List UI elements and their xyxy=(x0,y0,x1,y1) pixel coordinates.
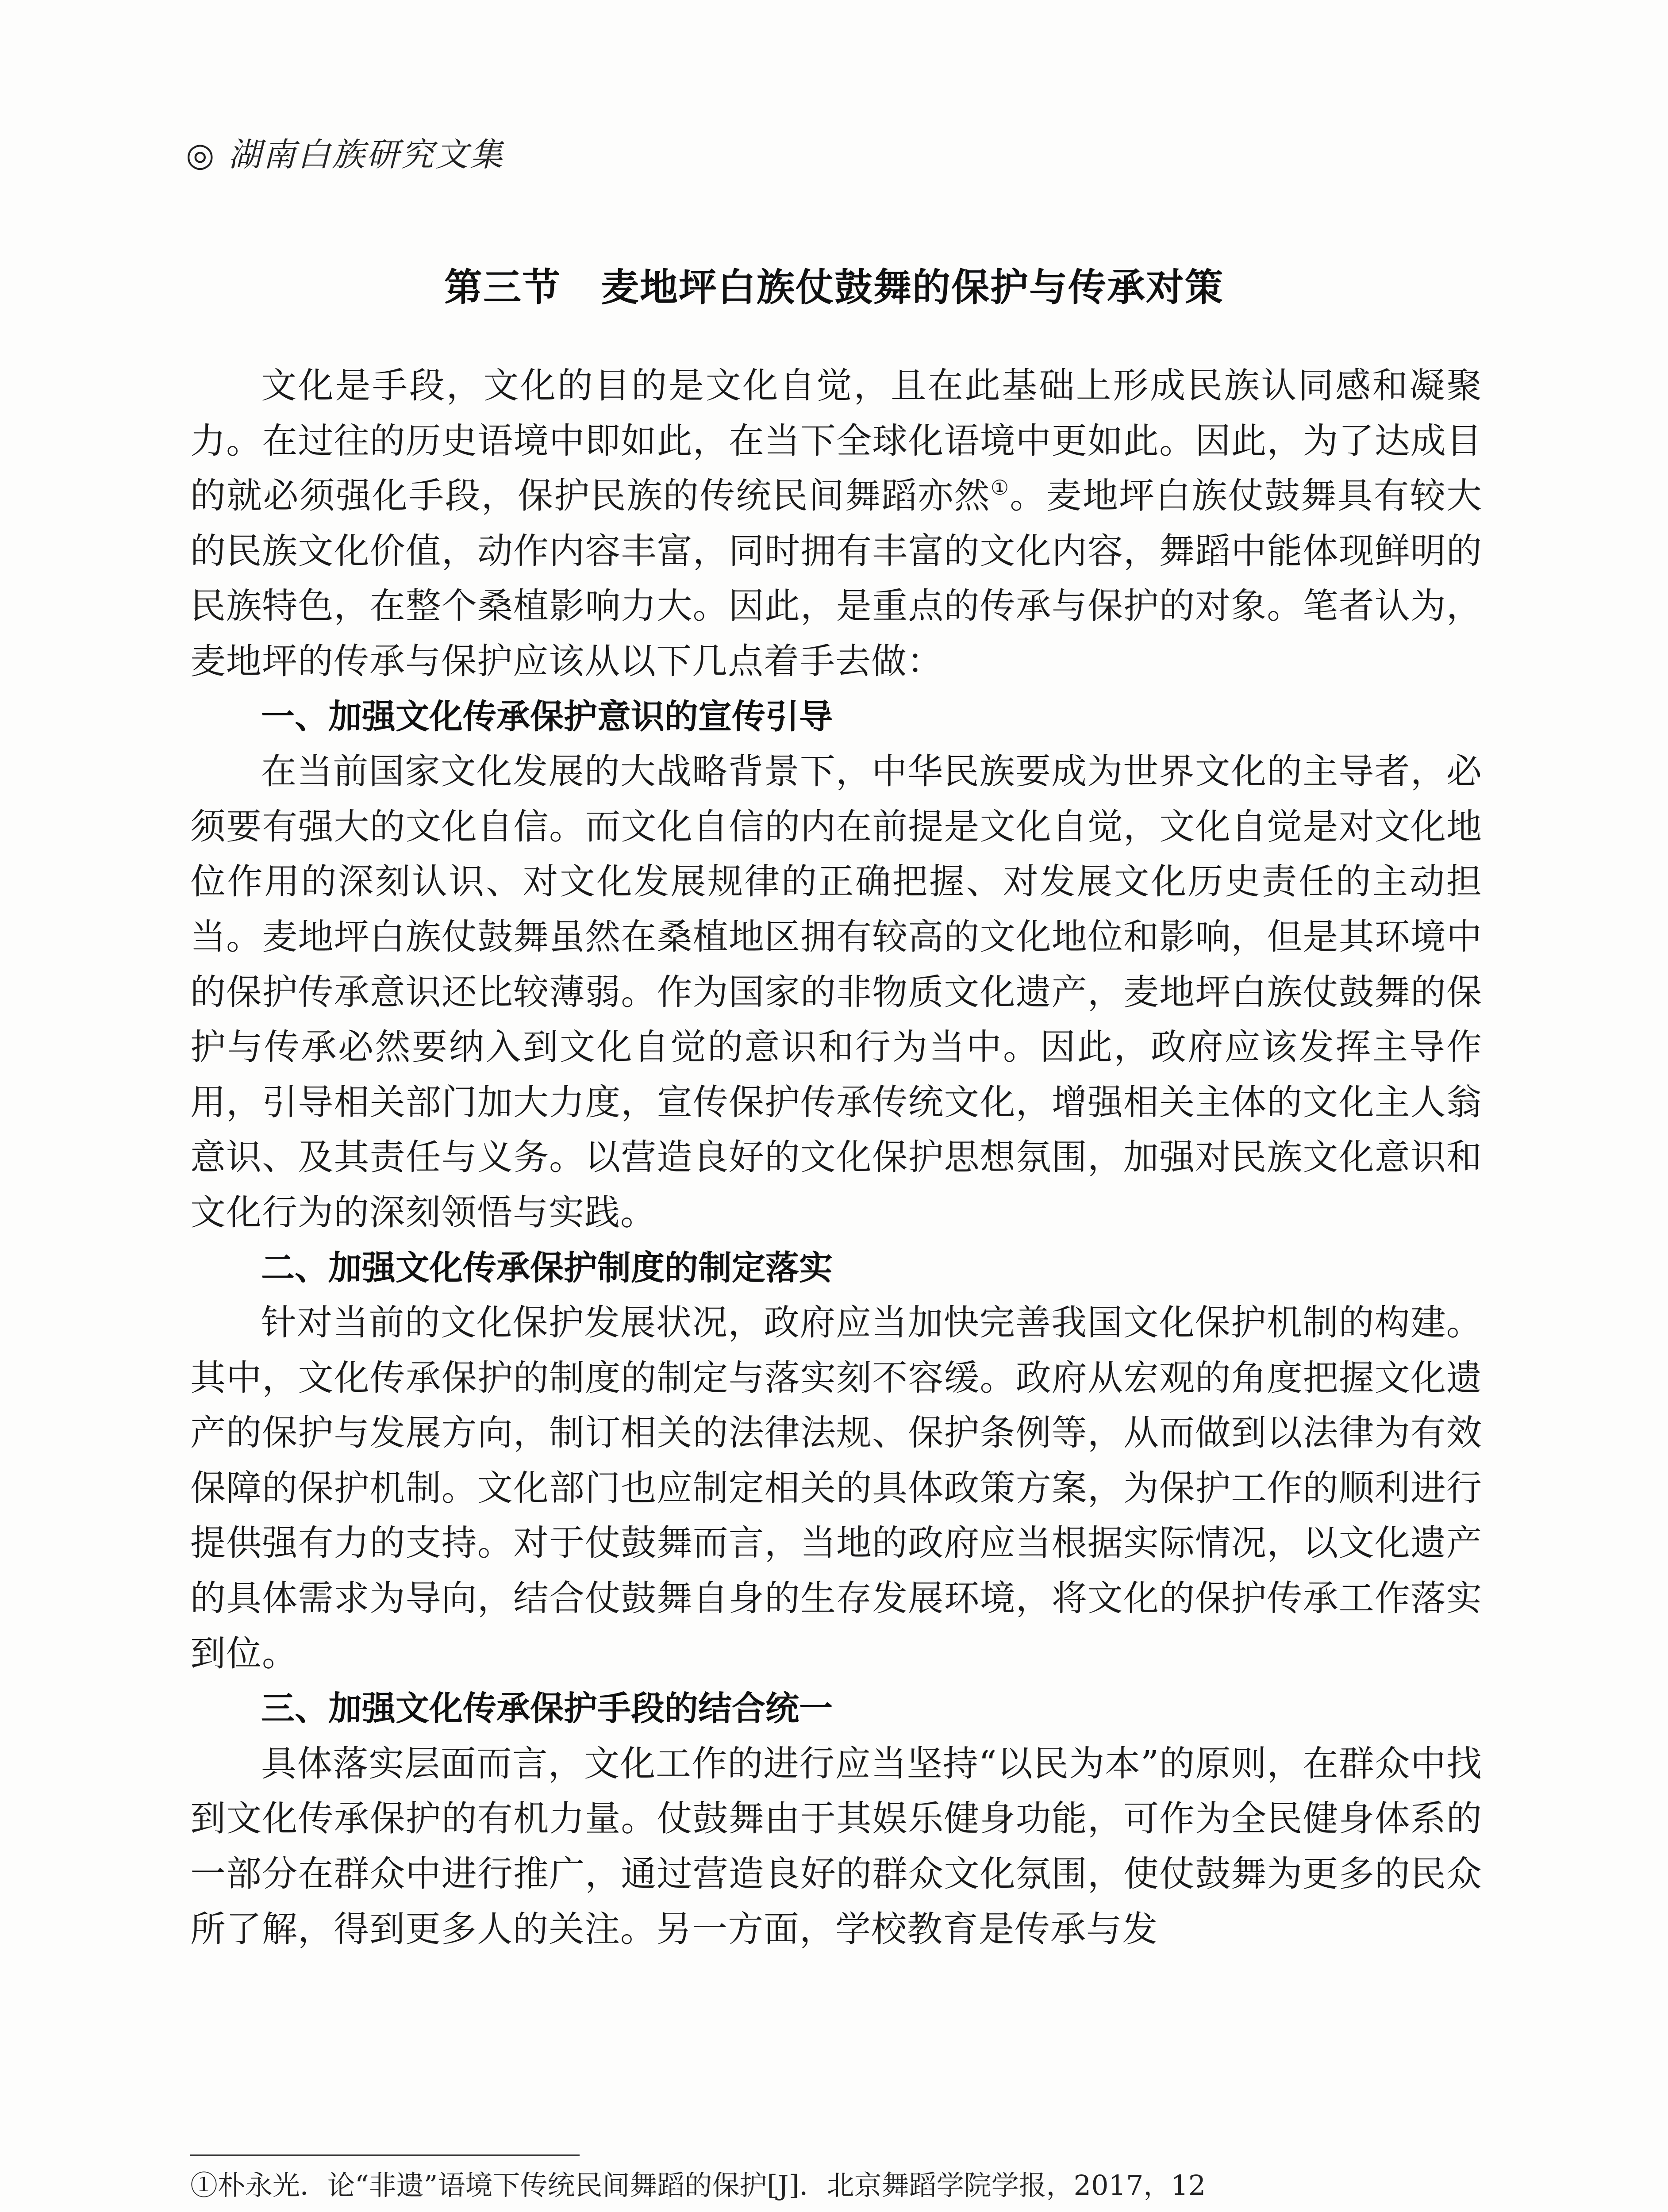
subsection-paragraph-3: 具体落实层面而言，文化工作的进行应当坚持“以民为本”的原则，在群众中找到文化传承保护的有机力量。仗鼓舞由于其娱乐健身功能，可作为全民健身体系的一部分在群众中进行推广，通过营造良好的群众文化氛围，使仗鼓舞为更多的民众所了解，得到更多人的关注。另一方面，学校教育是传承与发 xyxy=(190,1743,1482,1950)
body-text xyxy=(190,358,1482,1957)
running-head: ◎ 湖南白族研究文集 xyxy=(186,136,505,174)
intro-text: 文化是手段，文化的目的是文化自觉，且在此基础上形成民族认同感和凝聚力。在过往的历史语境中即如此，在当下全球化语境中更如此。因此，为了达成目的就必须强化手段，保护民族的传统民间舞蹈亦然 xyxy=(190,365,1482,517)
footnote: ①朴永光．论“非遗”语境下传统民间舞蹈的保护[J]．北京舞蹈学院学报，2017，12 xyxy=(190,2169,1206,2201)
intro-paragraph xyxy=(190,358,1482,689)
subsection-paragraph-1: 在当前国家文化发展的大战略背景下，中华民族要成为世界文化的主导者，必须要有强大的文化自信。而文化自信的内在前提是文化自觉，文化自觉是对文化地位作用的深刻认识、对文化发展规律的正确把握、对发展文化历史责任的主动担当。麦地坪白族仗鼓舞虽然在桑植地区拥有较高的文化地位和影响，但是其环境中的保护传承意识还比较薄弱。作为国家的非物质文化遗产，麦地坪白族仗鼓舞的保护与传承必然要纳入到文化自觉的意识和行为当中。因此，政府应该发挥主导作用，引导相关部门加大力度，宣传保护传承传统文化，增强相关主体的文化主人翁意识、及其责任与义务。以营造良好的文化保护思想氛围，加强对民族文化意识和文化行为的深刻领悟与实践。 xyxy=(190,751,1482,1233)
subsection-heading-3: 三、加强文化传承保护手段的结合统一 xyxy=(261,1689,833,1728)
section-number: 第三节 xyxy=(444,265,561,310)
subsection-heading-1: 一、加强文化传承保护意识的宣传引导 xyxy=(261,696,833,736)
intro-text-continued: 。麦地坪白族仗鼓舞具有较大的民族文化价值，动作内容丰富，同时拥有丰富的文化内容，舞蹈中能体现鲜明的民族特色，在整个桑植影响力大。因此，是重点的传承与保护的对象。笔者认为，麦地坪的传承与保护应该从以下几点着手去做： xyxy=(190,475,1483,682)
subsection-heading-2: 二、加强文化传承保护制度的制定落实 xyxy=(261,1248,833,1287)
subsection-paragraph-2: 针对当前的文化保护发展状况，政府应当加快完善我国文化保护机制的构建。其中，文化传承保护的制度的制定与落实刻不容缓。政府从宏观的角度把握文化遗产的保护与发展方向，制订相关的法律法规、保护条例等，从而做到以法律为有效保障的保护机制。文化部门也应制定相关的具体政策方案，为保护工作的顺利进行提供强有力的支持。对于仗鼓舞而言，当地的政府应当根据实际情况，以文化遗产的具体需求为导向，结合仗鼓舞自身的生存发展环境，将文化的保护传承工作落实到位。 xyxy=(190,1302,1482,1674)
footnote-divider xyxy=(190,2154,580,2156)
footnote-marker[interactable]: ① xyxy=(990,476,1010,500)
section-title-text: 麦地坪白族仗鼓舞的保护与传承对策 xyxy=(601,265,1224,310)
section-title xyxy=(0,261,1668,314)
